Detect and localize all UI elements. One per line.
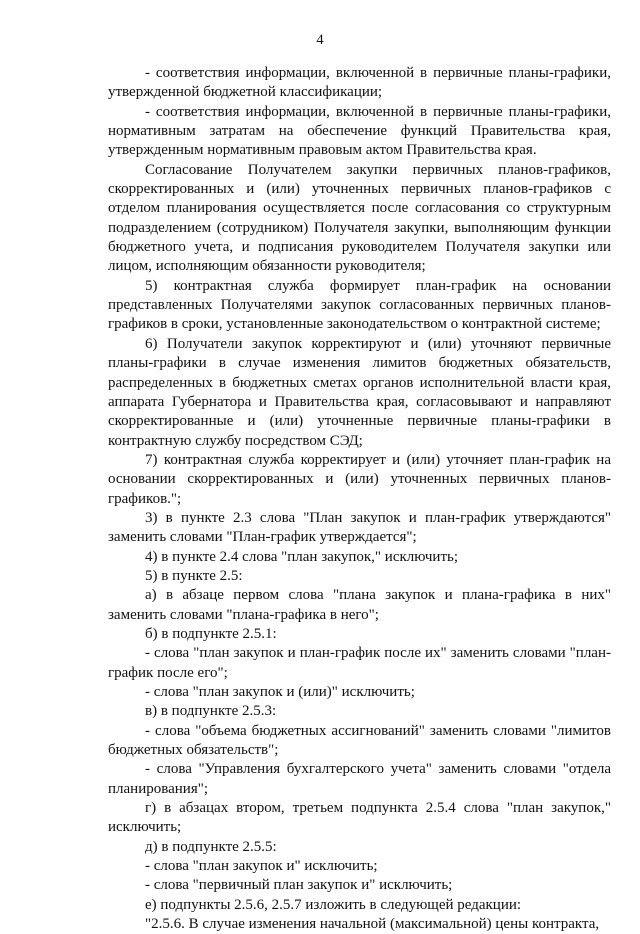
paragraph: - слова "план закупок и" исключить; bbox=[145, 858, 378, 875]
paragraph: 6) Получатели закупок корректируют и (или) уточняют первичные планы-графики в случае изменения лимитов бюджетных обязательств, распределенных в бюджетных сметах органов исполнительной власти края, аппарата Губернатора и Правительства края, согласовывают и направляют скорректированные и (или) уточненные первичные планы-графики в контрактную службу посредством СЭД; bbox=[108, 335, 611, 449]
paragraph: - слова "объема бюджетных ассигнований" заменить словами "лимитов бюджетных обязательств"; bbox=[108, 722, 611, 759]
paragraph: - слова "первичный план закупок и" исключить; bbox=[145, 877, 453, 894]
paragraph: - слова "Управления бухгалтерского учета" заменить словами "отдела планирования"; bbox=[108, 761, 611, 797]
paragraph: в) в подпункте 2.5.3: bbox=[145, 703, 277, 720]
paragraph: 4) в пункте 2.4 слова "план закупок," исключить; bbox=[145, 548, 459, 565]
paragraph: - соответствия информации, включенной в первичные планы-графики, нормативным затратам на обеспечение функций Правительства края, утвержденным нормативным правовым актом Правительства края. bbox=[108, 103, 611, 159]
paragraph: е) подпункты 2.5.6, 2.5.7 изложить в следующей редакции: bbox=[145, 896, 522, 913]
paragraph: 5) в пункте 2.5: bbox=[145, 567, 243, 584]
paragraph: - слова "план закупок и (или)" исключить; bbox=[145, 684, 415, 700]
paragraph: д) в подпункте 2.5.5: bbox=[145, 838, 277, 855]
paragraph: 3) в пункте 2.3 слова "План закупок и план-график утверждаются" заменить словами "План-график утверждается"; bbox=[108, 509, 611, 546]
paragraph: - слова "план закупок и план-график после их" заменить словами "план-график после его"; bbox=[108, 645, 611, 681]
paragraph: 5) контрактная служба формирует план-график на основании представленных Получателями закупок согласованных первичных планов-графиков в сроки, установленные законодательством о контрактной системе; bbox=[108, 277, 611, 333]
paragraph: - соответствия информации, включенной в первичные планы-графики, утвержденной бюджетной классификации; bbox=[108, 65, 611, 101]
paragraph: а) в абзаце первом слова "плана закупок и плана-графика в них" заменить словами "плана-графика в него"; bbox=[108, 587, 611, 623]
paragraph: б) в подпункте 2.5.1: bbox=[145, 625, 277, 642]
document-body bbox=[108, 64, 611, 934]
page-number: 4 bbox=[316, 32, 324, 48]
paragraph: Согласование Получателем закупки первичных планов-графиков, скорректированных и (или) уточненных первичных планов-графиков с отделом планирования осуществляется после согласования со структурным подразделением (сотрудником) Получателя закупки, выполняющим функции бюджетного учета, и подписания руководителем Получателя закупки или лицом, исполняющим обязанности руководителя; bbox=[108, 161, 611, 275]
paragraph: г) в абзацах втором, третьем подпункта 2.5.4 слова "план закупок," исключить; bbox=[108, 800, 611, 836]
paragraph: 7) контрактная служба корректирует и (или) уточняет план-график на основании скорректированных и (или) уточненных первичных планов-графиков."; bbox=[108, 451, 611, 507]
paragraph: "2.5.6. В случае изменения начальной (максимальной) цены контракта, bbox=[145, 916, 600, 933]
